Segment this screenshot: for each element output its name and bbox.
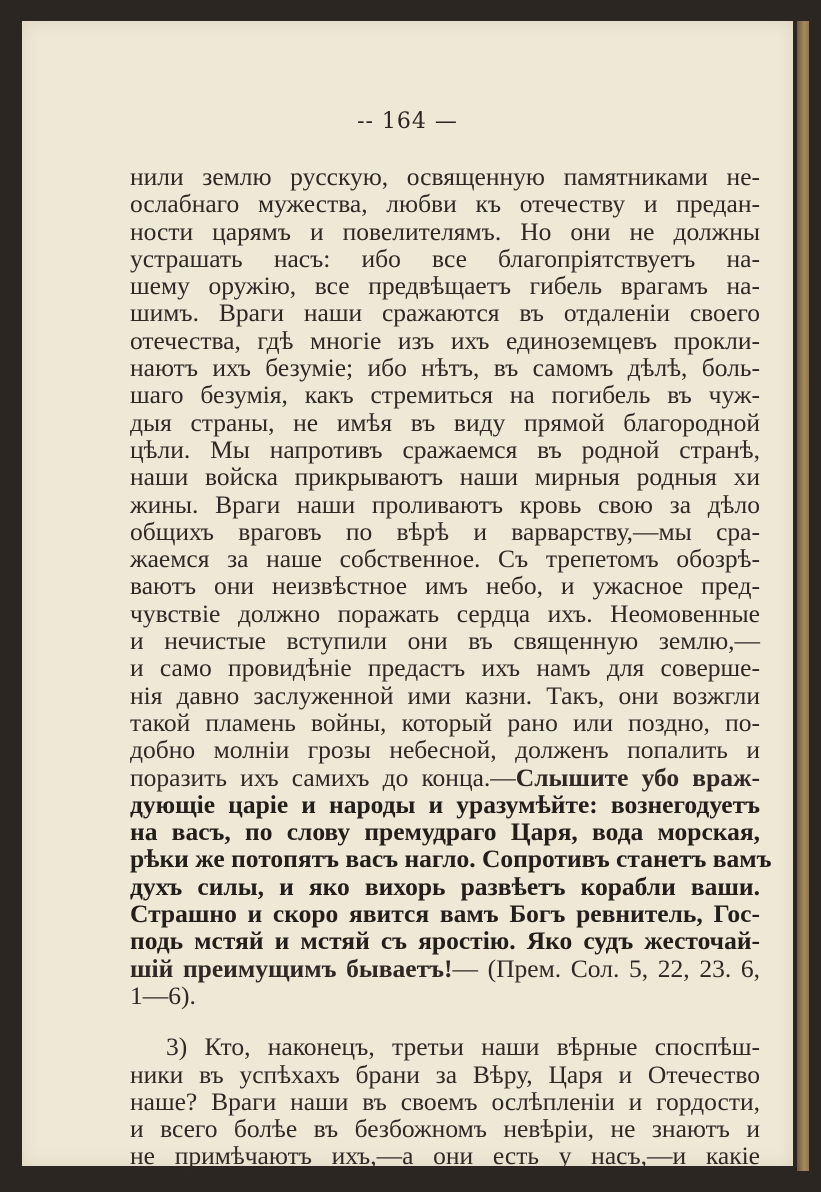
quote-line: дующіе царіе и народы и уразумѣйте: вознегодуетъ bbox=[130, 789, 760, 819]
citation-end: 1—6). bbox=[130, 980, 196, 1010]
adjacent-page-edge bbox=[797, 21, 809, 1171]
text-line: ности царямъ и повелителямъ. Но они не должны bbox=[130, 216, 760, 246]
text-line: чувствіе должно поражать сердца ихъ. Неомовенные bbox=[130, 598, 760, 628]
quote-line: духъ силы, и яко вихорь развѣетъ корабли ваши. bbox=[130, 871, 760, 901]
text-line: жаемся за наше собственное. Съ трепетомъ обозрѣ- bbox=[130, 544, 760, 574]
page-body bbox=[130, 162, 772, 1171]
text-line-mixed bbox=[130, 764, 760, 791]
text-line: шему оружію, все предвѣщаетъ гибель врагамъ на- bbox=[130, 271, 760, 301]
book-page bbox=[22, 21, 793, 1171]
text-line: добно молніи грозы небесной, долженъ попалить и bbox=[130, 735, 760, 765]
text-line: ослабнаго мужества, любви къ отечеству и предан- bbox=[130, 189, 760, 219]
text-line: и нечистые вступили они въ священную землю,— bbox=[130, 626, 760, 656]
text-line: ваютъ они неизвѣстное имъ небо, и ужасное пред- bbox=[130, 571, 760, 601]
paragraph-gap bbox=[130, 1009, 760, 1033]
quote-fragment: Слышите убо враж- bbox=[515, 762, 760, 792]
text-line: нили землю русскую, освященную памятниками не- bbox=[130, 162, 760, 191]
quote-line: Страшно и скоро явится вамъ Богъ ревнитель, Гос- bbox=[130, 899, 760, 929]
text-line: устрашать насъ: ибо все благопріятствуетъ на- bbox=[130, 243, 760, 273]
text-line: и всего болѣе въ безбожномъ невѣріи, не знаютъ и bbox=[130, 1114, 760, 1144]
text-line: нія давно заслуженной ими казни. Такъ, они возжгли bbox=[130, 680, 760, 710]
text-line: ники въ успѣхахъ брани за Вѣру, Царя и Отечество bbox=[130, 1059, 760, 1089]
text-line: шимъ. Враги наши сражаются въ отдаленіи своего bbox=[130, 298, 760, 328]
text-line: наютъ ихъ безуміе; ибо нѣтъ, въ самомъ дѣлѣ, боль- bbox=[130, 353, 760, 383]
text-line: жины. Враги наши проливаютъ кровь свою за дѣло bbox=[130, 489, 760, 519]
text-line: общихъ враговъ по вѣрѣ и варварству,—мы сра- bbox=[130, 516, 760, 546]
text-line: наши войска прикрываютъ наши мирныя родныя хи bbox=[130, 462, 760, 492]
text-fragment: поразить ихъ самихъ до конца.— bbox=[130, 762, 516, 792]
quote-line: рѣки же потопятъ васъ нагло. Сопротивъ станетъ вамъ bbox=[130, 844, 772, 874]
page-number: -- 164 — bbox=[357, 109, 458, 134]
text-line: и само провидѣніе предастъ ихъ намъ для соверше- bbox=[130, 653, 760, 683]
text-line: дыя страны, не имѣя въ виду прямой благородной bbox=[130, 407, 760, 437]
text-line-mixed bbox=[130, 955, 760, 982]
text-line: 3) Кто, наконецъ, третьи наши вѣрные споспѣш- bbox=[166, 1032, 760, 1062]
quote-fragment: шій преимущимъ бываетъ! bbox=[130, 953, 453, 983]
text-line: шаго безумія, какъ стремиться на погибель въ чуж- bbox=[130, 380, 760, 410]
text-line: цѣли. Мы напротивъ сражаемся въ родной странѣ, bbox=[130, 434, 760, 464]
quote-line: на васъ, по слову премудраго Царя, вода морская, bbox=[130, 817, 760, 847]
text-line: такой пламень войны, который рано или поздно, по- bbox=[130, 707, 760, 737]
citation: — (Прем. Сол. 5, 22, 23. 6, bbox=[452, 953, 760, 983]
text-line: наше? Враги наши въ своемъ ослѣпленіи и гордости, bbox=[130, 1086, 760, 1116]
text-line: не примѣчаютъ ихъ,—а они есть у насъ,—и какіе bbox=[130, 1141, 760, 1171]
text-line: отечества, гдѣ многіе изъ ихъ единоземцевъ прокли- bbox=[130, 325, 760, 355]
quote-line: подь мстяй и мстяй съ яростію. Яко судъ жесточай- bbox=[130, 926, 760, 956]
